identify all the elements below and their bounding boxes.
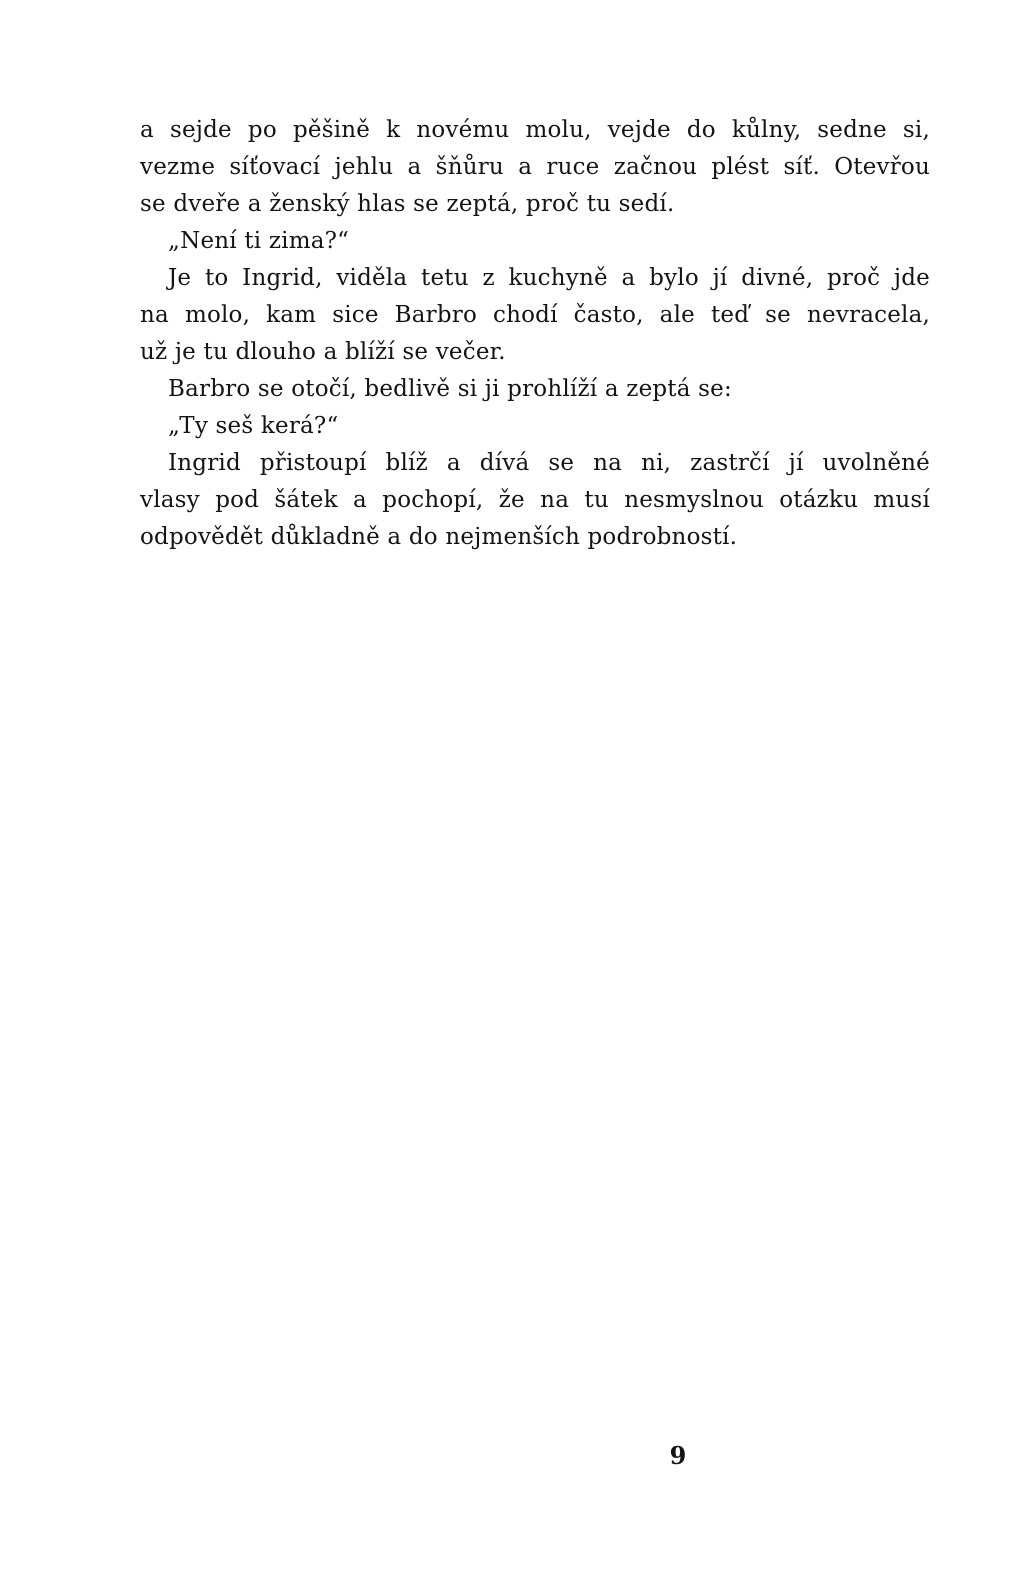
text-line: Ingrid přistoupí blíž a dívá se na ni, zastrčí jí uvolněné bbox=[168, 450, 930, 476]
text-line: už je tu dlouho a blíží se večer. bbox=[140, 339, 506, 365]
paragraph bbox=[140, 260, 930, 371]
text-line: a sejde po pěšině k novému molu, vejde do kůlny, sedne si, bbox=[140, 117, 930, 143]
text-line: „Není ti zima?“ bbox=[168, 228, 350, 254]
paragraph bbox=[140, 112, 930, 223]
text-line: se dveře a ženský hlas se zeptá, proč tu sedí. bbox=[140, 191, 675, 217]
text-line: na molo, kam sice Barbro chodí často, ale teď se nevracela, bbox=[140, 302, 930, 328]
paragraph bbox=[140, 408, 930, 445]
paragraph bbox=[140, 445, 930, 556]
text-line: Je to Ingrid, viděla tetu z kuchyně a bylo jí divné, proč jde bbox=[168, 265, 930, 291]
paragraph bbox=[140, 371, 930, 408]
text-line: Barbro se otočí, bedlivě si ji prohlíží a zeptá se: bbox=[168, 376, 732, 402]
text-line: odpovědět důkladně a do nejmenších podrobností. bbox=[140, 524, 738, 550]
paragraph bbox=[140, 223, 930, 260]
text-line: vezme síťovací jehlu a šňůru a ruce začnou plést síť. Otevřou bbox=[140, 154, 930, 180]
page-number: 9 bbox=[669, 1441, 687, 1470]
text-line: „Ty seš kerá?“ bbox=[168, 413, 339, 439]
text-line: vlasy pod šátek a pochopí, že na tu nesmyslnou otázku musí bbox=[140, 487, 930, 513]
body-text bbox=[140, 112, 930, 556]
